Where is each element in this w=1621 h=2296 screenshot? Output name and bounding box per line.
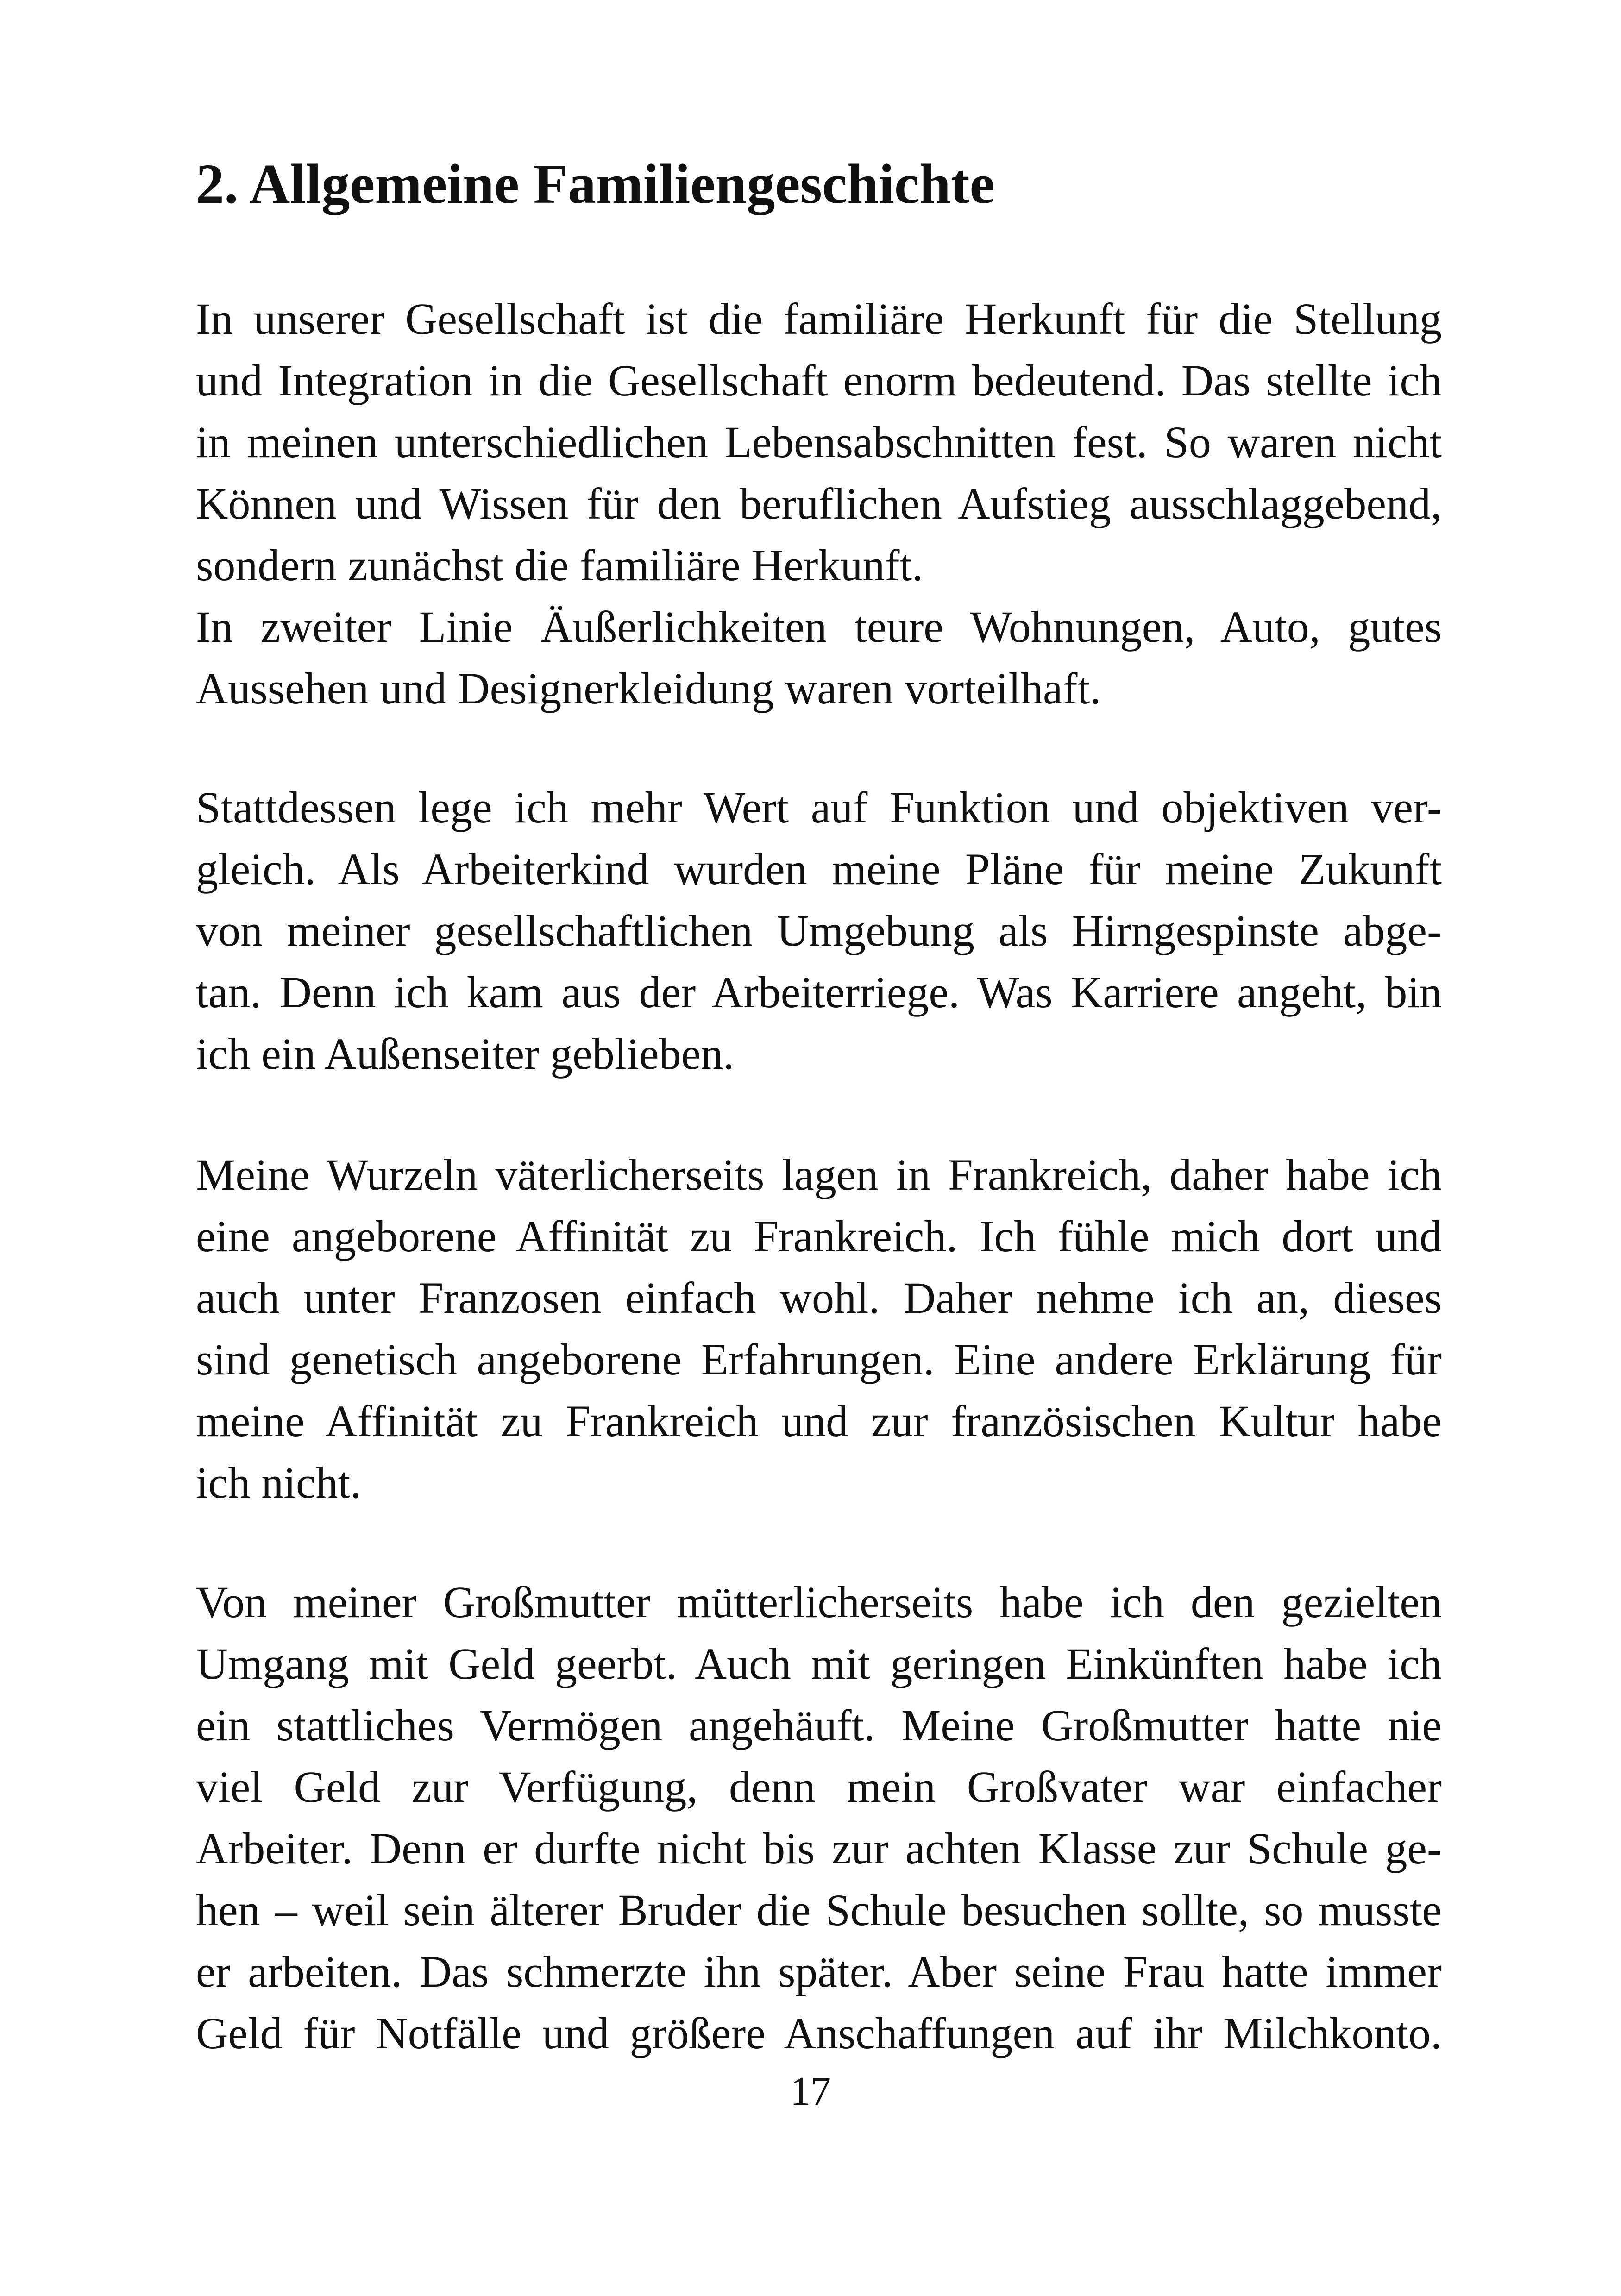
text-line: hen – weil sein älterer Bruder die Schule besuchen sollte, so musste <box>196 1885 1442 1935</box>
text-line: Von meiner Großmutter mütterlicherseits habe ich den gezielten <box>196 1577 1442 1627</box>
text-line: in meinen unterschiedlichen Lebensabschnitten fest. So waren nicht <box>196 417 1442 467</box>
text-line: eine angeborene Affinität zu Frankreich. Ich fühle mich dort und <box>196 1211 1442 1261</box>
paragraph-2 <box>196 777 1442 1085</box>
text-line: Arbeiter. Denn er durfte nicht bis zur achten Klasse zur Schule ge- <box>196 1824 1442 1873</box>
text-line: Umgang mit Geld geerbt. Auch mit geringen Einkünften habe ich <box>196 1639 1442 1688</box>
paragraph-1 <box>196 288 1442 719</box>
text-line: In zweiter Linie Äußerlichkeiten teure Wohnungen, Auto, gutes <box>196 602 1442 652</box>
paragraph-4 <box>196 1571 1442 2064</box>
text-line: gleich. Als Arbeiterkind wurden meine Pläne für meine Zukunft <box>196 844 1442 894</box>
text-line: In unserer Gesellschaft ist die familiäre Herkunft für die Stellung <box>196 294 1442 344</box>
text-line: Aussehen und Designerkleidung waren vorteilhaft. <box>196 664 1101 713</box>
text-line: viel Geld zur Verfügung, denn mein Großvater war einfacher <box>196 1762 1442 1812</box>
chapter-heading: 2. Allgemeine Familiengeschichte <box>196 153 995 215</box>
page-number: 17 <box>790 2069 831 2114</box>
text-line: tan. Denn ich kam aus der Arbeiterriege. Was Karriere angeht, bin <box>196 967 1442 1017</box>
text-line: und Integration in die Gesellschaft enorm bedeutend. Das stellte ich <box>196 356 1442 405</box>
text-line: ein stattliches Vermögen angehäuft. Meine Großmutter hatte nie <box>196 1700 1442 1750</box>
text-line: auch unter Franzosen einfach wohl. Daher nehme ich an, dieses <box>196 1273 1442 1323</box>
text-line: Geld für Notfälle und größere Anschaffungen auf ihr Milchkonto. <box>196 2008 1442 2058</box>
paragraph-3 <box>196 1144 1442 1513</box>
text-line: meine Affinität zu Frankreich und zur französischen Kultur habe <box>196 1396 1442 1446</box>
text-line: er arbeiten. Das schmerzte ihn später. Aber seine Frau hatte immer <box>196 1947 1442 1996</box>
text-line: von meiner gesellschaftlichen Umgebung als Hirngespinste abge- <box>196 906 1442 955</box>
text-line: sondern zunächst die familiäre Herkunft. <box>196 540 924 590</box>
text-line: ich nicht. <box>196 1458 362 1507</box>
text-line: Meine Wurzeln väterlicherseits lagen in Frankreich, daher habe ich <box>196 1150 1442 1199</box>
text-line: Stattdessen lege ich mehr Wert auf Funktion und objektiven ver- <box>196 783 1442 832</box>
text-line: ich ein Außenseiter geblieben. <box>196 1029 735 1079</box>
text-line: Können und Wissen für den beruflichen Aufstieg ausschlaggebend, <box>196 479 1442 528</box>
text-line: sind genetisch angeborene Erfahrungen. Eine andere Erklärung für <box>196 1335 1442 1384</box>
